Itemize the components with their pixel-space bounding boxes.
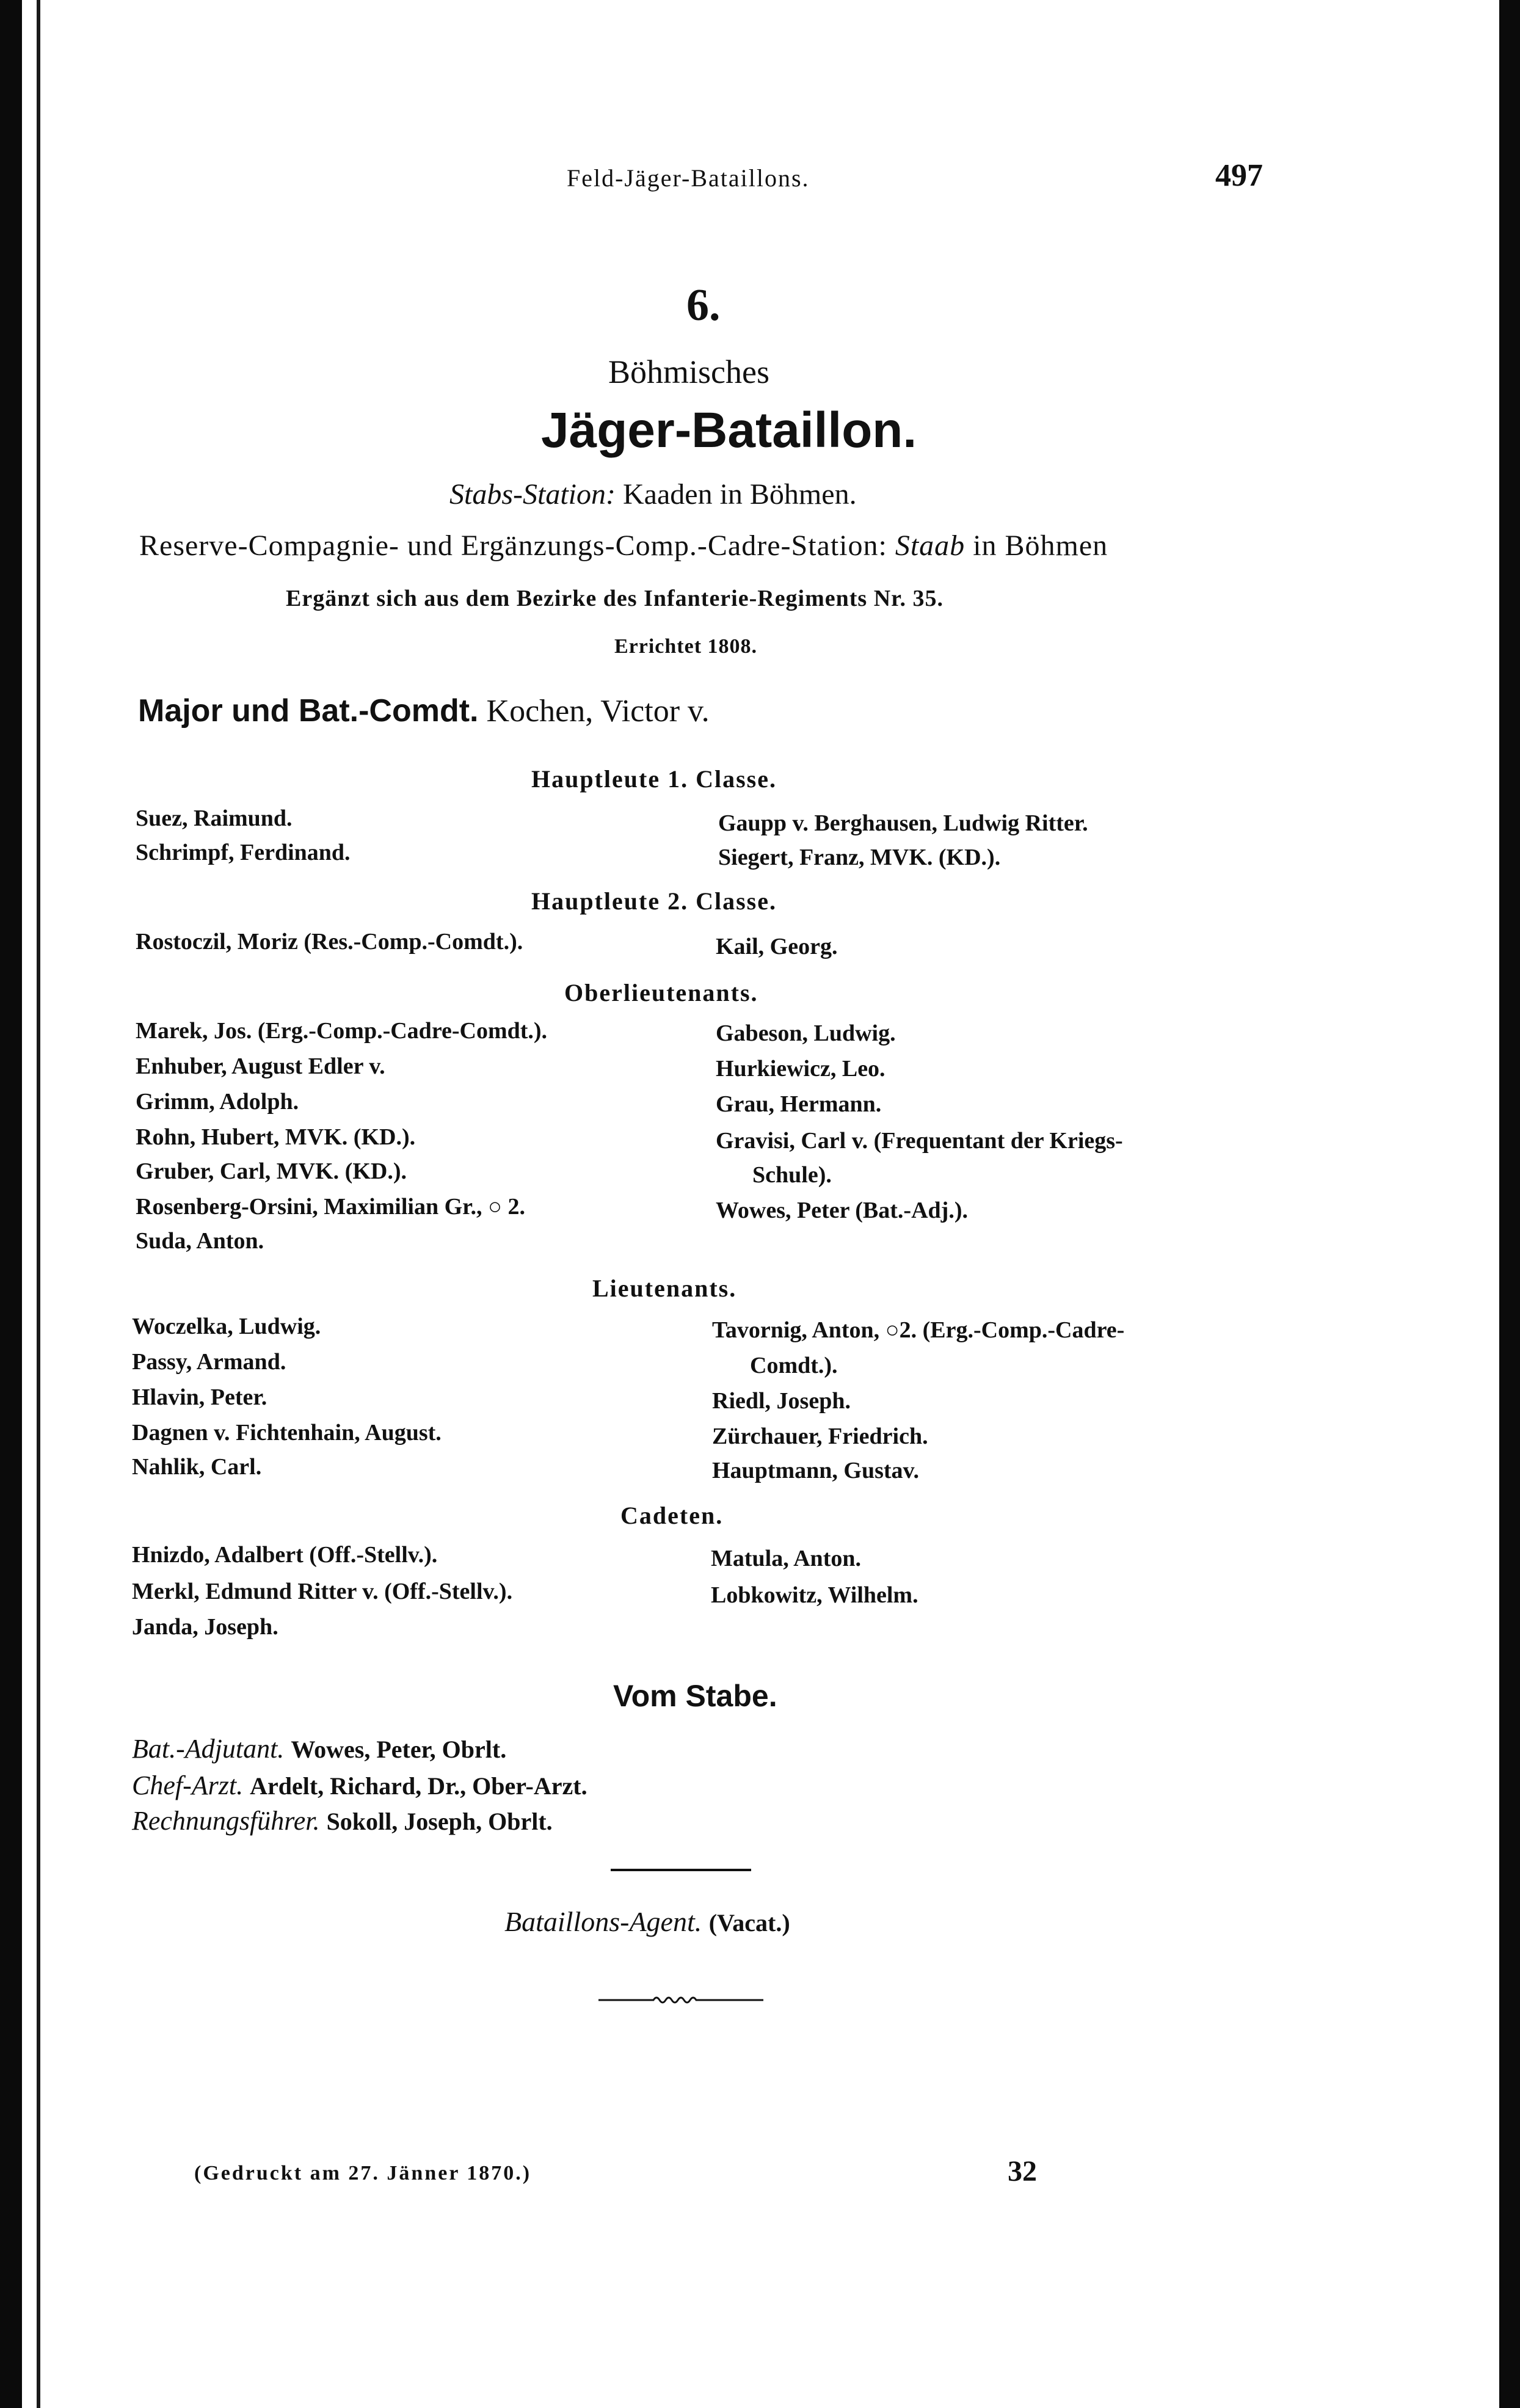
staff-role: Bat.-Adjutant. [132, 1734, 285, 1764]
staff-name: Wowes, Peter, Obrlt. [291, 1736, 507, 1763]
agent-label: Bataillons-Agent. [504, 1906, 702, 1937]
list-item: Siegert, Franz, MVK. (KD.). [718, 845, 1001, 870]
section-title-hauptleute-1: Hauptleute 1. Classe. [531, 765, 777, 793]
staff-row [132, 1805, 553, 1836]
list-item: Janda, Joseph. [132, 1614, 278, 1640]
recruitment-line: Ergänzt sich aus dem Bezirke des Infanterie-Regiments Nr. 35. [286, 586, 944, 611]
list-item: Woczelka, Ludwig. [132, 1314, 321, 1339]
reserve-station-label: Reserve-Compagnie- und Ergänzungs-Comp.-Cadre-Station: [139, 529, 887, 562]
wavy-ornament-icon [598, 1991, 763, 2009]
list-item: Tavornig, Anton, ○2. (Erg.-Comp.-Cadre- [712, 1317, 1125, 1343]
agent-line [504, 1905, 790, 1938]
battalion-subtitle: Böhmisches [608, 354, 769, 390]
list-item: Riedl, Joseph. [712, 1388, 851, 1414]
staff-row [132, 1733, 506, 1764]
list-item: Zürchauer, Friedrich. [712, 1424, 928, 1449]
list-item: Schule). [752, 1162, 832, 1188]
scan-edge-right [1499, 0, 1520, 2408]
running-header: Feld-Jäger-Bataillons. [567, 164, 810, 192]
list-item: Hurkiewicz, Leo. [716, 1056, 885, 1082]
list-item: Passy, Armand. [132, 1349, 286, 1375]
scan-edge-line [37, 0, 40, 2408]
list-item: Grimm, Adolph. [136, 1089, 299, 1115]
agent-value: (Vacat.) [708, 1909, 790, 1937]
list-item: Lobkowitz, Wilhelm. [711, 1582, 918, 1608]
commander-label: Major und Bat.-Comdt. [138, 693, 479, 729]
list-item: Hauptmann, Gustav. [712, 1458, 919, 1483]
list-item: Gravisi, Carl v. (Frequentant der Kriegs- [716, 1128, 1123, 1154]
reserve-station-line [139, 529, 1108, 562]
staff-row [132, 1770, 587, 1801]
list-item: Matula, Anton. [711, 1546, 861, 1571]
list-item: Hlavin, Peter. [132, 1384, 267, 1410]
list-item: Kail, Georg. [716, 934, 838, 959]
list-item: Dagnen v. Fichtenhain, August. [132, 1420, 442, 1446]
list-item: Gaupp v. Berghausen, Ludwig Ritter. [718, 810, 1088, 836]
reserve-station-suffix: in Böhmen [973, 529, 1108, 562]
commander-name: Kochen, Victor v. [486, 694, 710, 729]
list-item: Hnizdo, Adalbert (Off.-Stellv.). [132, 1542, 438, 1568]
list-item: Nahlik, Carl. [132, 1454, 262, 1480]
staff-role: Chef-Arzt. [132, 1770, 244, 1800]
list-item: Gabeson, Ludwig. [716, 1020, 896, 1046]
reserve-station-place: Staab [895, 529, 965, 562]
stabs-station-label: Stabs-Station: [449, 478, 616, 511]
page-number: 497 [1215, 158, 1263, 193]
staff-role: Rechnungsführer. [132, 1806, 320, 1836]
scan-edge-left [0, 0, 22, 2408]
stabs-station-line [449, 478, 857, 511]
stabs-station-value: Kaaden in Böhmen. [623, 478, 857, 511]
list-item: Suez, Raimund. [136, 806, 293, 831]
page-title: Jäger-Bataillon. [541, 402, 917, 458]
list-item: Marek, Jos. (Erg.-Comp.-Cadre-Comdt.). [136, 1018, 548, 1044]
list-item: Suda, Anton. [136, 1228, 264, 1254]
section-title-hauptleute-2: Hauptleute 2. Classe. [531, 887, 777, 915]
list-item: Schrimpf, Ferdinand. [136, 840, 351, 865]
section-title-cadeten: Cadeten. [620, 1502, 724, 1529]
commander-line [138, 693, 710, 729]
list-item: Rostoczil, Moriz (Res.-Comp.-Comdt.). [136, 929, 523, 955]
list-item: Merkl, Edmund Ritter v. (Off.-Stellv.). [132, 1579, 513, 1604]
list-item: Comdt.). [750, 1353, 838, 1378]
staff-name: Sokoll, Joseph, Obrlt. [326, 1808, 553, 1835]
section-title-lieutenants: Lieutenants. [592, 1275, 737, 1302]
staff-name: Ardelt, Richard, Dr., Ober-Arzt. [250, 1772, 587, 1800]
list-item: Gruber, Carl, MVK. (KD.). [136, 1159, 407, 1184]
list-item: Rosenberg-Orsini, Maximilian Gr., ○ 2. [136, 1194, 525, 1220]
signature-number: 32 [1008, 2155, 1037, 2188]
list-item: Enhuber, August Edler v. [136, 1053, 385, 1079]
battalion-number: 6. [686, 280, 721, 330]
print-date-note: (Gedruckt am 27. Jänner 1870.) [194, 2162, 532, 2184]
list-item: Rohn, Hubert, MVK. (KD.). [136, 1124, 416, 1150]
list-item: Wowes, Peter (Bat.-Adj.). [716, 1198, 968, 1223]
list-item: Grau, Hermann. [716, 1091, 882, 1117]
section-title-vom-stabe: Vom Stabe. [613, 1679, 777, 1713]
established-line: Errichtet 1808. [614, 635, 758, 658]
divider-rule [611, 1869, 751, 1871]
section-title-oberlieutenants: Oberlieutenants. [564, 979, 758, 1006]
